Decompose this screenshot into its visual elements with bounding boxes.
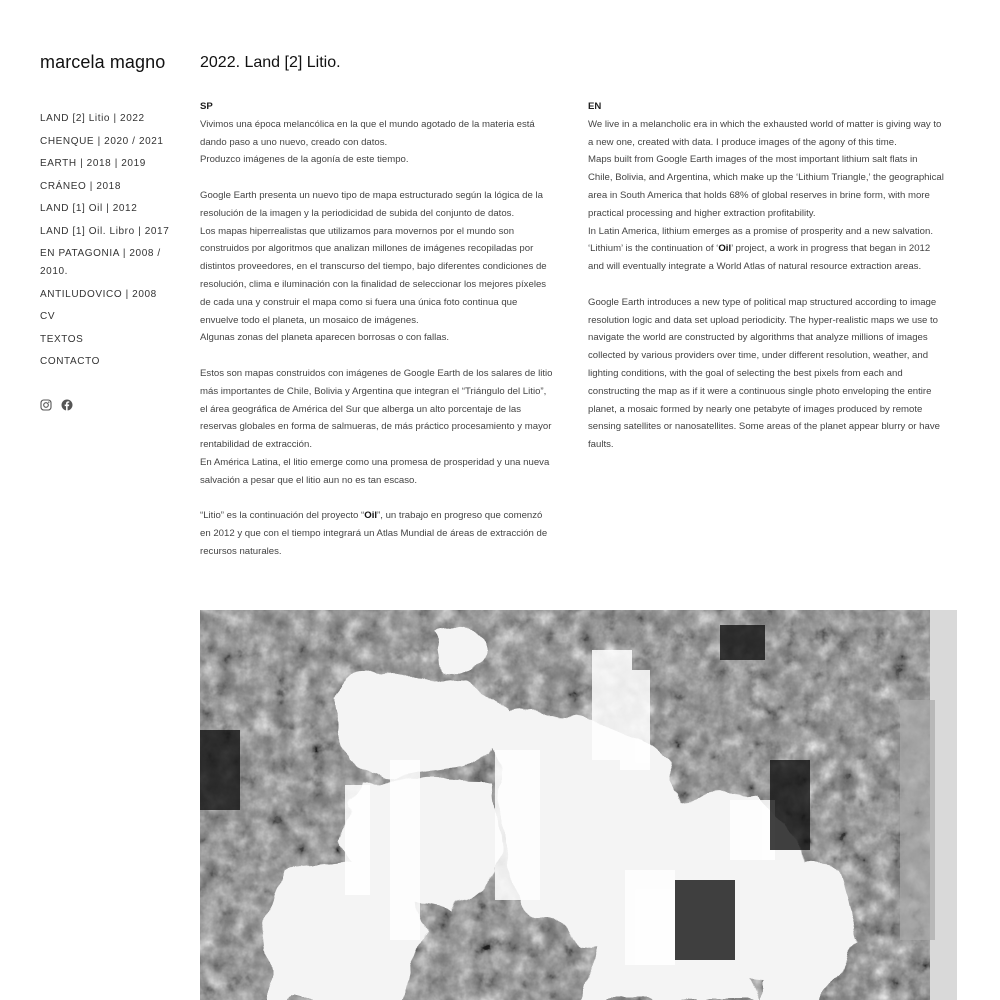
text-line: más importantes de Chile, Bolivia y Argentina que integran el “Triángulo del Litio”,	[200, 385, 547, 397]
text-line: dando paso a uno nuevo, creado con datos.	[200, 136, 388, 148]
nav-item-textos[interactable]: TEXTOS	[40, 333, 84, 345]
text-line: el área geográfica de América del Sur que alberga un alto porcentaje de las	[200, 403, 522, 415]
social-links	[40, 399, 73, 411]
text-line: Google Earth introduces a new type of political map structured according to image	[588, 296, 937, 308]
text-line: Produzco imágenes de la agonía de este tiempo.	[200, 154, 409, 166]
text-line: de cada una y construir el mapa como si fuera una única foto continua que	[200, 296, 518, 308]
nav-item-chenque[interactable]: CHENQUE | 2020 / 2021	[40, 135, 164, 147]
text-line: En América Latina, el litio emerge como una promesa de prosperidad y una nueva	[200, 456, 550, 468]
text-line: constructing the map as if it were a continuous single photo enveloping the entire	[588, 385, 932, 397]
nav-item-en-patagonia-line2: 2010.	[40, 266, 69, 277]
english-paragraph-2	[588, 294, 958, 454]
spanish-paragraph-4	[200, 507, 568, 560]
text-line: We live in a melancholic era in which the exhausted world of matter is giving way to	[588, 118, 942, 130]
main-nav	[40, 110, 180, 376]
nav-item-cv[interactable]: CV	[40, 311, 56, 322]
facebook-icon[interactable]	[61, 399, 73, 411]
text-line: resolución de la imagen y la periodicidad de subida del conjunto de datos.	[200, 207, 515, 219]
spanish-column	[200, 98, 568, 561]
nav-item-contacto[interactable]: CONTACTO	[40, 356, 100, 367]
nav-item-land-2-litio[interactable]: LAND [2] Litio | 2022	[40, 113, 145, 124]
text-line: reservas globales en forma de salmueras, de más práctico procesamiento y mayor	[200, 421, 552, 433]
text-line: navigate the world are constructed by algorithms that analyze millions of images	[588, 332, 928, 344]
nav-item-en-patagonia[interactable]	[40, 245, 180, 281]
nav-item-craneo[interactable]: CRÁNEO | 2018	[40, 180, 121, 192]
site-title[interactable]: marcela magno	[40, 52, 166, 72]
text-line: collected by various providers over time, under different resolution, weather, and	[588, 350, 929, 362]
english-column	[588, 98, 958, 454]
text-line: envuelve todo el planeta, un mosaico de imágenes.	[200, 314, 419, 326]
text-line: area in South America that holds 68% of global reserves in brine form, with more	[588, 189, 930, 201]
english-paragraph-1	[588, 116, 958, 276]
text-line: practical processing and higher extraction profitability.	[588, 207, 816, 219]
text-line: and will eventually integrate a World Atlas of natural resource extraction areas.	[588, 261, 922, 273]
text-line: resolution logic and data set upload periodicity. The hyper-realistic maps we use to	[588, 314, 939, 326]
text-line: resolución, clima e iluminación con la finalidad de seleccionar los mejores píxeles	[200, 278, 547, 290]
text-line: construidos por algoritmos que analizan millones de imágenes recopiladas por	[200, 243, 534, 255]
text-line: planet, a mosaic formed by nearly one petabyte of images produced by remote	[588, 403, 923, 415]
text-line: Google Earth presenta un nuevo tipo de mapa estructurado según la lógica de la	[200, 189, 543, 201]
english-heading: EN	[588, 101, 602, 112]
text-line: recursos naturales.	[200, 545, 282, 557]
nav-item-land-1-oil-libro[interactable]: LAND [1] Oil. Libro | 2017	[40, 225, 170, 237]
nav-item-antiludovico[interactable]: ANTILUDOVICO | 2008	[40, 288, 157, 300]
text-fragment: ‘Lithium’ is the continuation of ‘	[588, 243, 719, 255]
text-line: Estos son mapas construidos con imágenes de Google Earth de los salares de litio	[200, 367, 553, 379]
nav-item-en-patagonia-line1: EN PATAGONIA | 2008 /	[40, 248, 161, 259]
spanish-paragraph-1	[200, 116, 568, 169]
text-line: distintos proveedores, en el transcurso del tiempo, bajo diferentes condiciones de	[200, 261, 547, 273]
satellite-mosaic-image	[200, 610, 957, 1000]
text-line: In Latin America, lithium emerges as a promise of prosperity and a new salvation.	[588, 225, 934, 237]
oil-project-name: Oil	[718, 243, 732, 255]
text-line: rentabilidad de extracción.	[200, 439, 312, 451]
text-line	[200, 507, 568, 525]
spanish-paragraph-2	[200, 187, 568, 347]
text-line: a new one, created with data. I produce images of the agony of this time.	[588, 136, 897, 148]
text-line: faults.	[588, 439, 614, 451]
text-line: sensing satellites or nanosatellites. Some areas of the planet appear blurry or have	[588, 421, 940, 433]
text-line: Maps built from Google Earth images of the most important lithium salt flats in	[588, 154, 918, 166]
spanish-paragraph-3	[200, 365, 568, 490]
nav-item-land-1-oil[interactable]: LAND [1] Oil | 2012	[40, 203, 138, 214]
text-fragment: “Litio” es la continuación del proyecto “	[200, 510, 365, 522]
text-line: Chile, Bolivia, and Argentina, which make up the ‘Lithium Triangle,’ the geographical	[588, 172, 944, 184]
mosaic-artwork	[200, 610, 957, 1000]
page-title: 2022. Land [2] Litio.	[200, 54, 341, 71]
text-line: lighting conditions, with the goal of selecting the best pixels from each and	[588, 367, 903, 379]
instagram-icon[interactable]	[40, 399, 52, 411]
text-line	[588, 240, 958, 258]
oil-project-name: Oil	[364, 510, 378, 522]
text-line: Los mapas hiperrealistas que utilizamos para movernos por el mundo son	[200, 225, 515, 237]
nav-item-earth[interactable]: EARTH | 2018 | 2019	[40, 158, 146, 169]
text-line: Vivimos una época melancólica en la que el mundo agotado de la materia está	[200, 118, 535, 130]
text-fragment: ’ project, a work in progress that began in 2012	[731, 243, 931, 255]
text-line: en 2012 y que con el tiempo integrará un Atlas Mundial de áreas de extracción de	[200, 528, 548, 540]
text-line: salvación a pesar que el litio aun no es tan escaso.	[200, 474, 418, 486]
text-line: Algunas zonas del planeta aparecen borrosas o con fallas.	[200, 332, 450, 344]
spanish-heading: SP	[200, 101, 213, 112]
text-fragment: ”, un trabajo en progreso que comenzó	[377, 510, 543, 522]
